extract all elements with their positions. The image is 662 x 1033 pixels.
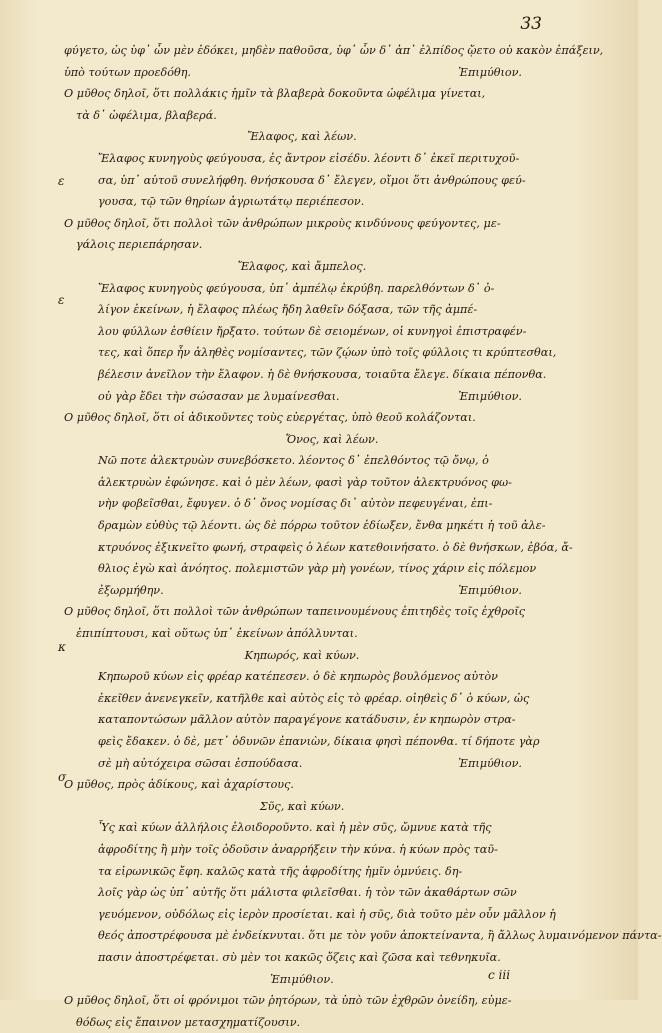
text-line (64, 861, 540, 883)
text-line (64, 537, 573, 559)
line-text: σα, ὑπ᾽ αὐτοῦ συνελήφθη. θνήσκουσα δ᾽ ἔλεγεν, οἴμοι ὅτι ἀνθρώπους φεύ- (98, 173, 526, 187)
line-text: ἐκεῖθεν ἀνενεγκεῖν, κατῆλθε καὶ αὐτὸς εἰς τὸ φρέαρ. οἰηθεὶς δ᾽ ὁ κύων, ὡς (98, 691, 530, 705)
line-text: Ὄνος, καὶ λέων. (285, 432, 379, 446)
text-block (64, 40, 662, 1033)
text-line (64, 83, 540, 105)
text-line (64, 666, 540, 688)
fable-title (64, 645, 540, 667)
text-line (64, 688, 540, 710)
text-line (64, 364, 547, 386)
text-line (64, 839, 540, 861)
fable-title (64, 429, 540, 451)
margin-note: κ (58, 640, 66, 654)
line-text: Ο μῦθος δηλοῖ, ὅτι οἱ φρόνιμοι τῶν ῥητόρων, τὰ ὑπὸ τῶν ἐχθρῶν ὀνείδη, εὐμε- (64, 994, 512, 1008)
epimythion-label: Ἐπιμύθιον. (458, 65, 522, 79)
line-text: Ο μῦθος, πρὸς ἀδίκους, καὶ ἀχαρίστους. (64, 778, 294, 792)
text-line (64, 40, 604, 62)
margin-note: σ (58, 770, 67, 784)
text-line (64, 234, 540, 256)
text-line (64, 299, 540, 321)
text-line (64, 450, 540, 472)
text-line (64, 904, 556, 926)
line-text: καταποντώσων μᾶλλον αὐτὸν παραγέγονε κατάδυσιν, ἐν κηπωρὸν στρα- (98, 713, 516, 727)
line-text: Ο μῦθος δηλοῖ, ὅτι πολλοὶ τῶν ἀνθρώπων ταπεινουμένους ἐπιτηδὲς τοῖς ἐχθροῖς (64, 605, 526, 619)
line-text: οὐ γὰρ ἔδει τὴν σώσασαν με λυμαίνεσθαι. (98, 389, 340, 403)
text-line (64, 558, 540, 580)
line-text: Ὗς καὶ κύων ἀλλήλοις ἐλοιδοροῦντο. καὶ ἡ μὲν σῦς, ὤμνυε κατὰ τῆς (98, 821, 492, 835)
line-text: ὑπὸ τούτων προεδόθη. (64, 65, 191, 79)
text-line (64, 947, 540, 969)
line-text: τὰ δ᾽ ὠφέλιμα, βλαβερά. (76, 108, 217, 122)
text-line (64, 925, 662, 947)
text-line (64, 753, 540, 775)
line-text: θλιος ἐγὼ καὶ ἀνόητος. πολεμιστῶν γὰρ μὴ γονέων, τίνος χάριν εἰς πόλεμον (98, 562, 537, 576)
line-text: φεὶς ἔδακεν. ὁ δὲ, μετ᾽ ὀδυνῶν ἐπανιὼν, δίκαια φησὶ πέπονθα. τί δήποτε γὰρ (98, 735, 540, 748)
text-line (64, 1012, 540, 1033)
line-text: ἐπιπίπτουσι, καὶ οὕτως ὑπ᾽ ἐκείνων ἀπόλλυνται. (76, 627, 358, 641)
text-line (64, 623, 540, 645)
line-text: κτρυόνος ἐξικνεῖτο φωνή, στραφεὶς ὁ λέων κατεθοινήσατο. ὁ δὲ θνήσκων, ἐβόα, ἄ- (98, 540, 573, 554)
line-text: Ἔλαφος, καὶ ἄμπελος. (237, 259, 367, 273)
line-text: Ο μῦθος δηλοῖ, ὅτι πολλοὶ τῶν ἀνθρώπων μικροὺς κινδύνους φεύγοντες, με- (64, 216, 501, 230)
text-line (64, 386, 540, 408)
line-text: λοῖς γὰρ ὡς ὑπ᾽ αὐτῆς ὅτι μάλιστα φιλεῖσθαι. ἡ τὸν τῶν ἀκαθάρτων σῶν (98, 886, 517, 900)
line-text: Ο μῦθος δηλοῖ, ὅτι οἱ ἀδικοῦντες τοὺς εὐεργέτας, ὑπὸ θεοῦ κολάζονται. (64, 411, 476, 425)
line-text: νὴν φοβεῖσθαι, ἔφυγεν. ὁ δ᾽ ὄνος νομίσας δι᾽ αὐτὸν πεφευγέναι, ἐπι- (98, 497, 493, 511)
epimythion-label: Ἐπιμύθιον. (458, 756, 522, 770)
text-line (64, 580, 540, 602)
line-text: Ἔλαφος κυνηγοὺς φεύγουσα, ὑπ᾽ ἀμπέλῳ ἐκρύβη. παρελθόντων δ᾽ ὀ- (98, 281, 495, 295)
margin-note: ε (58, 174, 65, 188)
line-text: Ἔλαφος, καὶ λέων. (247, 130, 357, 144)
text-line (64, 601, 540, 623)
line-text: ἀλεκτρυὼν ἐφώνησε. καὶ ὁ μὲν λέων, φασὶ γὰρ τοῦτον ἀλεκτρυόνος φω- (98, 475, 512, 489)
fable-title (64, 256, 540, 278)
fable-title (64, 126, 540, 148)
signature-mark: c iii (488, 968, 511, 982)
text-line (64, 62, 540, 84)
fable-title (64, 796, 540, 818)
epimythion-label: Ἐπιμύθιον. (458, 583, 522, 597)
line-text: Σῦς, καὶ κύων. (259, 799, 345, 813)
text-line (64, 342, 557, 364)
margin-note: ε (58, 293, 65, 307)
line-text: γάλοις περιεπάρησαν. (76, 238, 203, 252)
line-text: βέλεσιν ἀνεῖλον τὴν ἔλαφον. ἡ δὲ θνήσκουσα, τοιαῦτα ἔλεγε. δίκαια πέπονθα. (98, 367, 547, 381)
line-text: ἐξωρμήθην. (98, 583, 164, 597)
text-line (64, 472, 540, 494)
line-text: Ἐπιμύθιον. (270, 972, 334, 986)
line-text: Κηπωρός, καὶ κύων. (244, 648, 360, 662)
line-text: τες, καὶ ὅπερ ἦν ἀληθὲς νομίσαντες, τῶν ζῴων ὑπὸ τοῖς φύλλοις τι κρύπτεσθαι, (98, 346, 557, 360)
text-line (64, 515, 546, 537)
text-line (64, 882, 540, 904)
line-text: Ἔλαφος κυνηγοὺς φεύγουσα, ἐς ἄντρον εἰσέδυ. λέοντι δ᾽ ἐκεῖ περιτυχοῦ- (98, 151, 520, 165)
folio-number: 33 (520, 14, 542, 34)
line-text: πασιν ἀποστρέφεται. σὺ μὲν τοι κακῶς ὄζεις καὶ ζῶσα καὶ τεθνηκυῖα. (98, 950, 501, 964)
text-line (64, 493, 540, 515)
text-line (64, 191, 540, 213)
line-text: σὲ μὴ αὐτόχειρα σῶσαι ἐσπούδασα. (98, 756, 303, 770)
text-line (64, 105, 540, 127)
line-text: λου φύλλων ἐσθίειν ἤρξατο. τούτων δὲ σειομένων, οἱ κυνηγοὶ ἐπιστραφέν- (98, 324, 527, 338)
line-text: γευόμενον, οὐδόλως εἰς ἱερὸν προσίεται. καὶ ἡ σῦς, διὰ τοῦτο μὲν οὖν μᾶλλον ἡ (98, 907, 556, 921)
line-text: Κηπωροῦ κύων εἰς φρέαρ κατέπεσεν. ὁ δὲ κηπωρὸς βουλόμενος αὐτὸν (98, 670, 498, 684)
epimythion-label: Ἐπιμύθιον. (458, 389, 522, 403)
text-line (64, 407, 540, 429)
text-line (64, 170, 540, 192)
line-text: θόδως εἰς ἔπαινον μετασχηματίζουσιν. (76, 1015, 301, 1029)
line-text: φύγετο, ὡς ὑφ᾽ ὧν μὲν ἐδόκει, μηδὲν παθοῦσα, ὑφ᾽ ὧν δ᾽ ἀπ᾽ ἐλπίδος ᾤετο οὐ κακὸν ἐπάξειν, (64, 44, 604, 57)
text-line (64, 321, 540, 343)
text-line (64, 731, 540, 753)
text-line (64, 817, 540, 839)
text-line (64, 278, 540, 300)
line-text: ἀφροδίτης ἢ μὴν τοῖς ὀδοῦσιν ἀναρρήξειν τὴν κύνα. ἡ κύων πρὸς ταῦ- (98, 842, 498, 856)
text-line (64, 709, 540, 731)
line-text: τα εἰρωνικῶς ἔφη. καλῶς κατὰ τῆς ἀφροδίτης ἡμῖν ὀμνύεις. δη- (98, 864, 463, 878)
line-text: γουσα, τῷ τῶν θηρίων ἀγριωτάτῳ περιέπεσον. (98, 195, 365, 209)
text-line (64, 148, 540, 170)
line-text: δραμὼν εὐθὺς τῷ λέοντι. ὡς δὲ πόρρω τοῦτον ἐδίωξεν, ἔνθα μηκέτι ἡ τοῦ ἀλε- (98, 519, 546, 533)
text-line (64, 990, 540, 1012)
line-text: Ο μῦθος δηλοῖ, ὅτι πολλάκις ἡμῖν τὰ βλαβερὰ δοκοῦντα ὠφέλιμα γίνεται, (64, 87, 486, 101)
line-text: Νῶ ποτε ἀλεκτρυὼν συνεβόσκετο. λέοντος δ᾽ ἐπελθόντος τῷ ὄνῳ, ὁ (98, 454, 489, 468)
text-line (64, 213, 540, 235)
line-text: λίγον ἐκείνων, ἡ ἔλαφος πλέως ἤδη λαθεῖν δόξασα, τῶν τῆς ἀμπέ- (98, 303, 478, 317)
fable-title (64, 969, 540, 991)
text-line (64, 774, 540, 796)
line-text: θεός ἀποστρέφουσα μὲ ἐνδείκνυται. ὅτι με τὸν γοῦν ἀποκτείναντα, ἢ ἄλλως λυμαινόμενον πάντα- (98, 929, 662, 943)
